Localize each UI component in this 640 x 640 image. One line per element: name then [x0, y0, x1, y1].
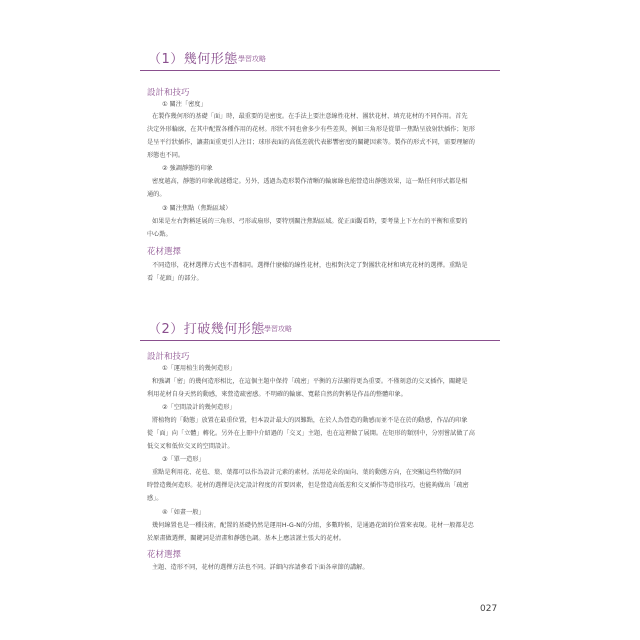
section2-item3: ③「單一造形」: [162, 456, 205, 463]
section1-para4-line1: 不同造形，花材選擇方式也不盡相同。選擇什麼樣的線性花材，也相對決定了對團狀花材和填充花材的選擇。重點是: [152, 262, 468, 269]
section1-design-heading: 設計和技巧: [147, 88, 190, 98]
section1-item3: ③ 關注焦點（焦點區域）: [162, 205, 232, 212]
section2-para2-line3: 低交叉和低位交叉的空間設計。: [147, 443, 234, 450]
section2-item2: ②「空間設計的幾何造形」: [162, 404, 236, 411]
section1-para1-line3: 是呈平行狀插作，讓畫面重更引人注目；球形表面的高低差就代表影響密度的關鍵因素等。製作的形式不同，需要理解的: [147, 139, 475, 146]
section2-tag: 學習攻略: [264, 325, 292, 333]
section1-para2-line2: 通的。: [147, 191, 166, 198]
section1-para1-line4: 形態也不同。: [147, 152, 185, 159]
section1-item1: ① 關注「密度」: [162, 101, 207, 108]
section2-design-heading: 設計和技巧: [147, 352, 190, 362]
section1-para3-line2: 中心點。: [147, 231, 172, 238]
section2-para4-line1: 幾何線置也是一種技術，配置的基礎仍然是運用H-G-N的分組，多數時候，是通過花頭的位置來表現。花材一般都是忠: [152, 522, 474, 529]
section2-para1-line1: 和強調「密」的幾何造形相比，在這個主題中保持「疏密」平衡的方法顯得更為重要。不僅刻意的交叉插作，關鍵是: [152, 378, 468, 385]
section1-title: （1）幾何形態: [148, 52, 238, 67]
section1-item2: ② 強調靜態的印象: [162, 165, 213, 172]
section1-para4-line2: 看「花頭」的部分。: [147, 275, 203, 282]
section2-item1: ①「運用植生的幾何造形」: [162, 365, 236, 372]
section2-flower-heading: 花材選擇: [147, 550, 182, 560]
section1-para1-line1: 在製作幾何形的基礎「面」時，最重要的是密度。在手法上要注意線性花材、團狀花材、填充花材的不同作用。首先: [152, 113, 468, 120]
section2-para2-line1: 將植物的「動態」放置在最重位置，但本設計最大的因難點，在於人為營造的動感而並不是在於的動感，作品的印象: [152, 417, 468, 424]
section1-header: [140, 48, 500, 71]
section2-para1-line2: 利用花材自身天然的動感，來營造疏密感。不明確的輪廓、寬鬆自然的對稱是作品的整體印象。: [147, 391, 407, 398]
section2-para3-line2: 時營造幾何造形。花材的選擇是決定設計程度的首要因素，但是營造高低差和交叉插作等造形技巧，也能夠做出「疏密: [147, 482, 469, 489]
section2-title: （2）打破幾何形態: [148, 322, 265, 337]
section1-tag: 學習攻略: [238, 55, 266, 63]
section2-para2-line2: 從「面」向「立體」轉化。另外在上冊中介紹過的「交叉」主題，也在這裡做了展開。在矩形的類別中，分別嘗試做了高: [147, 430, 475, 437]
section1-para1-line2: 決定外形輪廓，在其中配置各種作用的花材。形狀不同也會多少有些差異，例如三角形是從單一焦點呈放射狀插作；矩形: [147, 126, 475, 133]
section2-item4: ④「如畫一般」: [162, 509, 205, 516]
section1-para2-line1: 密度越高，靜態的印象就越穩定。另外，透過為造形製作清晰的輪廓線也能營造出靜態效果，這一點任何形式都是相: [152, 178, 468, 185]
section2-header: [140, 318, 500, 341]
page-number: 027: [480, 604, 498, 614]
section1-para3-line1: 如果是左右對稱延展的三角形、弓形或扇形，要特別關注焦點區域。從正面觀看時，要考量上下左右的平衡和重要的: [152, 218, 468, 225]
section2-para4-line2: 於原畫做選擇，關鍵詞是清畫和靜態色調。基本上應該謹主張大的花材。: [147, 535, 345, 542]
section2-para3-line3: 感」。: [147, 495, 163, 502]
section1-flower-heading: 花材選擇: [147, 247, 182, 257]
section2-para5-line1: 主題、造形不同，花材的選擇方法也不同。詳細內容請參看下面各章節的講解。: [152, 564, 369, 571]
section2-para3-line1: 重點是利用花、花苞、葉、葉都可以作為設計元素的素材。活用花朵的面向、葉的動態方向，在突顯這些特徵的同: [152, 469, 462, 476]
